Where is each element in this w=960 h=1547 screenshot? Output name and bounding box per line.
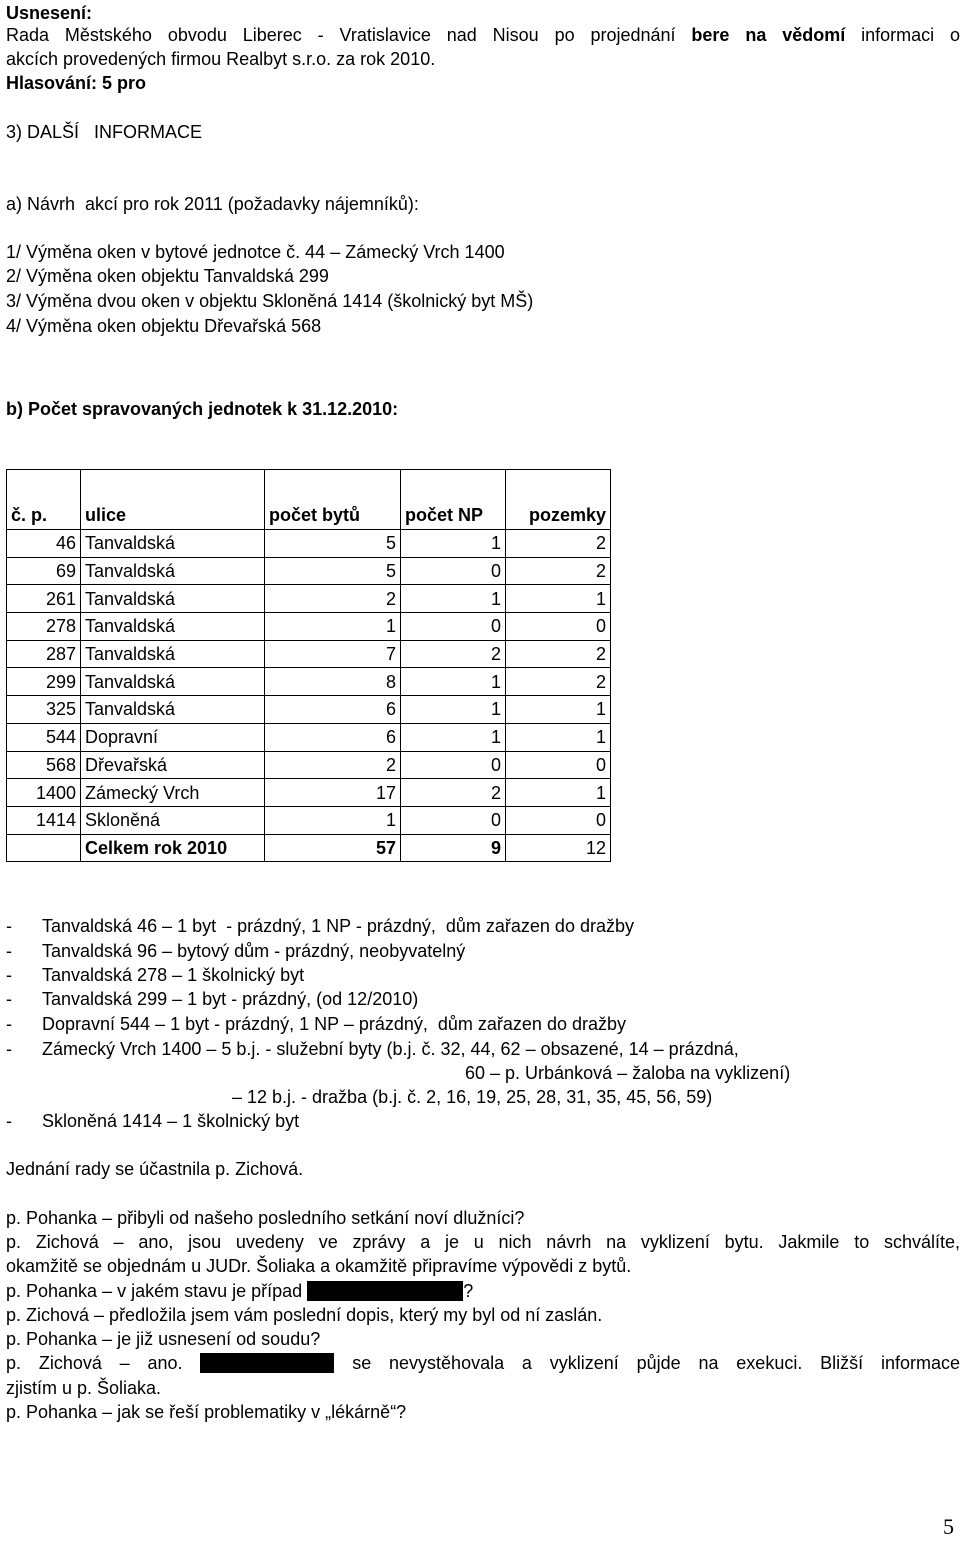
table-row: 278 Tanvaldská 1 0 0 <box>7 613 611 641</box>
dialog-line: p. Pohanka – jak se řeší problematiky v „lékárně“? <box>6 1402 407 1422</box>
header-plots: pozemky <box>506 470 611 530</box>
header-street: ulice <box>81 470 265 530</box>
table-row: 69 Tanvaldská 5 0 2 <box>7 557 611 585</box>
note-item: - Skloněná 1414 – 1 školnický byt <box>6 1111 300 1131</box>
dialog-line: p. Zichová – předložila jsem vám poslední dopis, který my byl od ní zaslán. <box>6 1305 603 1325</box>
section-a-heading: a) Návrh akcí pro rok 2011 (požadavky nájemníků): <box>6 194 419 214</box>
action-item: 1/ Výměna oken v bytové jednotce č. 44 – Zámecký Vrch 1400 <box>6 242 505 262</box>
units-table <box>6 469 611 862</box>
action-item: 3/ Výměna dvou oken v objektu Skloněná 1414 (školnický byt MŠ) <box>6 291 534 311</box>
redaction-box <box>200 1353 334 1373</box>
header-np: počet NP <box>401 470 506 530</box>
table-row: 544 Dopravní 6 1 1 <box>7 723 611 751</box>
note-continuation: 60 – p. Urbánková – žaloba na vyklizení) <box>465 1063 791 1083</box>
total-np: 9 <box>401 834 506 862</box>
action-item: 2/ Výměna oken objektu Tanvaldská 299 <box>6 266 329 286</box>
header-flats: počet bytů <box>265 470 401 530</box>
resolution-line-1: Rada Městského obvodu Liberec - Vratislavice nad Nisou po projednání bere na vědomí informaci o <box>6 25 960 45</box>
table-row: 325 Tanvaldská 6 1 1 <box>7 696 611 724</box>
resolution-line-2: akcích provedených firmou Realbyt s.r.o. za rok 2010. <box>6 49 436 69</box>
dialog-line: p. Pohanka – je již usnesení od soudu? <box>6 1329 321 1349</box>
table-row: 261 Tanvaldská 2 1 1 <box>7 585 611 613</box>
dialog-line: okamžitě se objednám u JUDr. Šoliaka a okamžitě připravíme výpovědi z bytů. <box>6 1256 632 1276</box>
section-b-heading: b) Počet spravovaných jednotek k 31.12.2010: <box>6 399 399 419</box>
note-continuation: – 12 b.j. - dražba (b.j. č. 2, 16, 19, 25, 28, 31, 35, 45, 56, 59) <box>232 1087 713 1107</box>
resolution-emphasis: bere na vědomí <box>691 25 846 45</box>
table-row: 46 Tanvaldská 5 1 2 <box>7 530 611 558</box>
dialog-line: p. Zichová – ano. se nevystěhovala a vyklizení půjde na exekuci. Bližší informace <box>6 1353 960 1373</box>
total-plots: 12 <box>506 834 611 862</box>
table-total-row <box>7 834 611 862</box>
dialog-line: p. Pohanka – přibyli od našeho posledního setkání noví dlužníci? <box>6 1208 525 1228</box>
redaction-box <box>307 1281 463 1301</box>
table-row: 1414 Skloněná 1 0 0 <box>7 806 611 834</box>
note-item: - Zámecký Vrch 1400 – 5 b.j. - služební byty (b.j. č. 32, 44, 62 – obsazené, 14 – prázdná, <box>6 1039 739 1059</box>
note-item: - Tanvaldská 299 – 1 byt - prázdný, (od 12/2010) <box>6 989 419 1009</box>
header-cp: č. p. <box>7 470 81 530</box>
meeting-note: Jednání rady se účastnila p. Zichová. <box>6 1159 304 1179</box>
note-item: - Tanvaldská 278 – 1 školnický byt <box>6 965 305 985</box>
note-item: - Tanvaldská 96 – bytový dům - prázdný, neobyvatelný <box>6 941 466 961</box>
table-header-row <box>7 470 611 530</box>
dialog-line: p. Pohanka – v jakém stavu je případ ? <box>6 1281 474 1301</box>
table-row: 1400 Zámecký Vrch 17 2 1 <box>7 779 611 807</box>
resolution-heading: Usnesení: <box>6 3 93 23</box>
dialog-line: zjistím u p. Šoliaka. <box>6 1378 162 1398</box>
action-item: 4/ Výměna oken objektu Dřevařská 568 <box>6 316 322 336</box>
note-item: - Dopravní 544 – 1 byt - prázdný, 1 NP – prázdný, dům zařazen do dražby <box>6 1014 626 1034</box>
total-flats: 57 <box>265 834 401 862</box>
dialog-line: p. Zichová – ano, jsou uvedeny ve zprávy a je u nich návrh na vyklizení bytu. Jakmile to schválíte, <box>6 1232 960 1252</box>
section-3-heading: 3) DALŠÍ INFORMACE <box>6 122 203 142</box>
table-row: 299 Tanvaldská 8 1 2 <box>7 668 611 696</box>
total-label: Celkem rok 2010 <box>81 834 265 862</box>
table-row: 568 Dřevařská 2 0 0 <box>7 751 611 779</box>
table-row: 287 Tanvaldská 7 2 2 <box>7 640 611 668</box>
note-item: - Tanvaldská 46 – 1 byt - prázdný, 1 NP - prázdný, dům zařazen do dražby <box>6 916 634 936</box>
page-number: 5 <box>943 1514 954 1539</box>
vote-result: Hlasování: 5 pro <box>6 73 147 93</box>
